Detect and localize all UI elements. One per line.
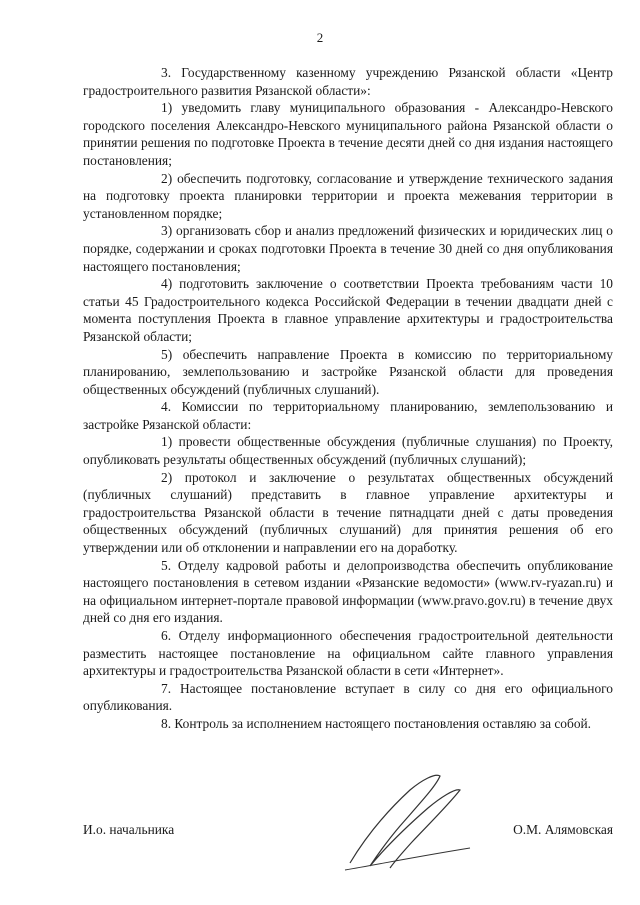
paragraph <box>83 680 613 715</box>
item-number: 4. <box>161 399 172 415</box>
item-number: 2) <box>161 469 173 485</box>
paragraph-text: уведомить главу муниципального образования - Александро-Невского городского поселения Александро-Невского муниципального района Рязанской области о принятии решения по подготовке Проекта в течение десяти дней со дня издания настоящего постановления; <box>83 100 613 168</box>
paragraph <box>83 627 613 680</box>
paragraph-text: провести общественные обсуждения (публичные слушания) по Проекту, опубликовать результаты общественных обсуждений (публичных слушаний); <box>83 434 613 468</box>
paragraph <box>83 398 613 433</box>
paragraph-text: организовать сбор и анализ предложений физических и юридических лиц о порядке, содержании и сроках подготовки Проекта в течение 30 дней со дня опубликования настоящего постановления; <box>83 223 613 274</box>
item-number: 3) <box>161 223 173 239</box>
paragraph-text: Комиссии по территориальному планированию, землепользованию и застройке Рязанской области: <box>83 399 613 432</box>
item-number: 4) <box>161 276 173 292</box>
item-number: 1) <box>161 434 173 450</box>
paragraph-text: протокол и заключение о результатах общественных обсуждений (публичных слушаний) представить в главное управление архитектуры и градостроительства Рязанской области в течение пятнадцати дней с даты проведения общественных обсуждений (публичных слушаний) для принятия решения об его утверждении или об отклонении и направлении его на доработку. <box>83 469 613 556</box>
paragraph <box>83 170 613 223</box>
signatory-name: О.М. Алямовская <box>513 822 613 837</box>
handwritten-signature <box>340 768 480 878</box>
paragraph-text: Отделу информационного обеспечения градостроительной деятельности разместить настоящее постановление на официальном сайте главного управления архитектуры и градостроительства Рязанской области в сети «Интернет». <box>83 628 613 679</box>
paragraph <box>83 715 613 733</box>
paragraph-text: Настоящее постановление вступает в силу со дня его официального опубликования. <box>83 680 613 714</box>
item-number: 2) <box>161 170 173 186</box>
paragraph <box>83 469 613 557</box>
paragraph-text: Контроль за исполнением настоящего постановления оставляю за собой. <box>174 715 592 731</box>
paragraph-text: Государственному казенному учреждению Рязанской области «Центр градостроительного развития Рязанской области»: <box>83 65 613 98</box>
item-number: 5) <box>161 346 173 362</box>
paragraph <box>83 557 613 627</box>
item-number: 8. <box>161 715 172 731</box>
paragraph <box>83 275 613 345</box>
paragraph <box>83 99 613 169</box>
item-number: 6. <box>161 628 172 643</box>
paragraph-text: Отделу кадровой работы и делопроизводства обеспечить опубликование настоящего постановления в сетевом издании «Рязанские ведомости» (www.rv-ryazan.ru) и на официальном интернет-портале правовой информации (www.pravo.gov.ru) в течение двух дней со дня его издания. <box>83 557 613 626</box>
document-body <box>83 64 613 733</box>
paragraph <box>83 222 613 275</box>
paragraph <box>83 433 613 468</box>
paragraph-text: подготовить заключение о соответствии Проекта требованиям части 10 статьи 45 Градостроительного кодекса Российской Федерации в течении двадцати дней с момента поступления Проекта в главное управление архитектуры и градостроительства Рязанской области; <box>83 276 613 344</box>
item-number: 1) <box>161 100 173 116</box>
item-number: 7. <box>161 680 172 696</box>
paragraph <box>83 346 613 399</box>
paragraph-text: обеспечить направление Проекта в комиссию по территориальному планированию, землепользованию и застройке Рязанской области для проведения общественных обсуждений (публичных слушаний). <box>83 346 613 397</box>
page-number: 2 <box>316 30 324 45</box>
item-number: 3. <box>161 65 172 80</box>
signatory-title: И.о. начальника <box>83 822 175 837</box>
paragraph <box>83 64 613 99</box>
paragraph-text: обеспечить подготовку, согласование и утверждение технического задания на подготовку проекта планировки территории и проекта межевания территории в установленном порядке; <box>83 170 613 221</box>
item-number: 5. <box>161 557 172 573</box>
